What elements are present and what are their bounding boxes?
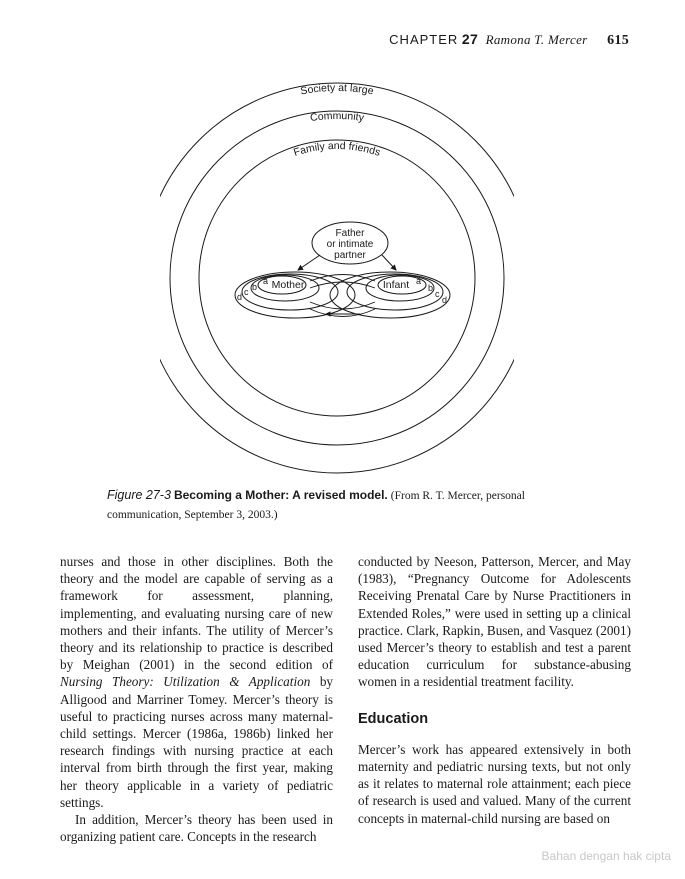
mother-letter-b: b bbox=[252, 282, 258, 292]
figure-source: (From R. T. Mercer, personal communication, September 3, 2003.) bbox=[107, 490, 525, 522]
infant-letter-d: d bbox=[442, 295, 448, 305]
page-number: 615 bbox=[607, 33, 629, 48]
infant-label: Infant bbox=[382, 279, 410, 291]
chapter-number: 27 bbox=[461, 31, 479, 47]
figure-title: Becoming a Mother: A revised model. bbox=[173, 488, 388, 502]
father-to-infant-arrow bbox=[382, 255, 396, 270]
family-label: Family and friends bbox=[292, 139, 382, 159]
figure-label: Figure 27-3 bbox=[107, 488, 171, 502]
mother-letter-c: c bbox=[244, 287, 249, 297]
right-paragraph-2: Mercer’s work has appeared extensively in both maternity and pediatric nursing texts, but not only as it relates to maternal role attainment; each piece of research is used and valued. Many of the current concepts in maternal-child nursing are based on bbox=[358, 741, 631, 826]
right-paragraph-1: conducted by Neeson, Patterson, Mercer, and May (1983), “Pregnancy Outcome for Adolescents Receiving Prenatal Care by Nurse Practitioners in Extended Roles,” were used in setting up a clinical practice. Clark, Rapkin, Busen, and Vasquez (2001) used Mercer’s theory to establish and test a parent education curriculum for substance-abusing women in a residential treatment facility. bbox=[358, 554, 631, 690]
mother-label: Mother bbox=[271, 279, 305, 291]
infant-letter-c: c bbox=[435, 289, 440, 299]
mother-letter-d: d bbox=[237, 292, 243, 302]
left-column bbox=[60, 553, 333, 845]
becoming-a-mother-diagram bbox=[160, 78, 514, 478]
father-label-line2: or intimate bbox=[326, 239, 374, 250]
chapter-label: CHAPTER bbox=[389, 32, 459, 47]
family-ring bbox=[199, 140, 475, 416]
left-paragraph-2: In addition, Mercer’s theory has been used in organizing patient care. Concepts in the research bbox=[60, 812, 333, 845]
father-label-line3: partner bbox=[334, 250, 366, 261]
book-title: Nursing Theory: Utilization & Application bbox=[60, 674, 311, 690]
figure-caption bbox=[107, 486, 577, 525]
watermark: Bahan dengan hak cipta bbox=[541, 849, 671, 863]
father-to-mother-arrow bbox=[298, 255, 320, 270]
running-header bbox=[389, 31, 629, 49]
infant-letter-b: b bbox=[428, 283, 434, 293]
mother-letter-a: a bbox=[263, 276, 269, 286]
left-paragraph-1: nurses and those in other disciplines. Both the theory and the model are capable of serving as a framework for assessment, planning, implementing, and evaluating nursing care of new mothers and their infants. The utility of Mercer’s theory and its relationship to practice is described by Meighan (2001) in the second edition of Nursing Theory: Utilization & Application by Alligood and Marriner Tomey. Mercer’s theory is useful to practicing nurses across many maternal-child settings. Mercer (1986a, 1986b) linked her research findings with nursing practice at each interval from birth through the first year, making her theory applicable in a variety of pediatric settings. bbox=[60, 554, 333, 810]
society-label: Society at large bbox=[299, 81, 375, 98]
father-label-line1: Father bbox=[335, 228, 365, 239]
community-ring bbox=[170, 111, 504, 445]
infant-letter-a: a bbox=[416, 276, 422, 286]
section-heading: Education bbox=[358, 710, 429, 727]
chapter-author: Ramona T. Mercer bbox=[485, 32, 588, 47]
community-label: Community bbox=[309, 109, 365, 125]
right-column bbox=[358, 553, 631, 827]
